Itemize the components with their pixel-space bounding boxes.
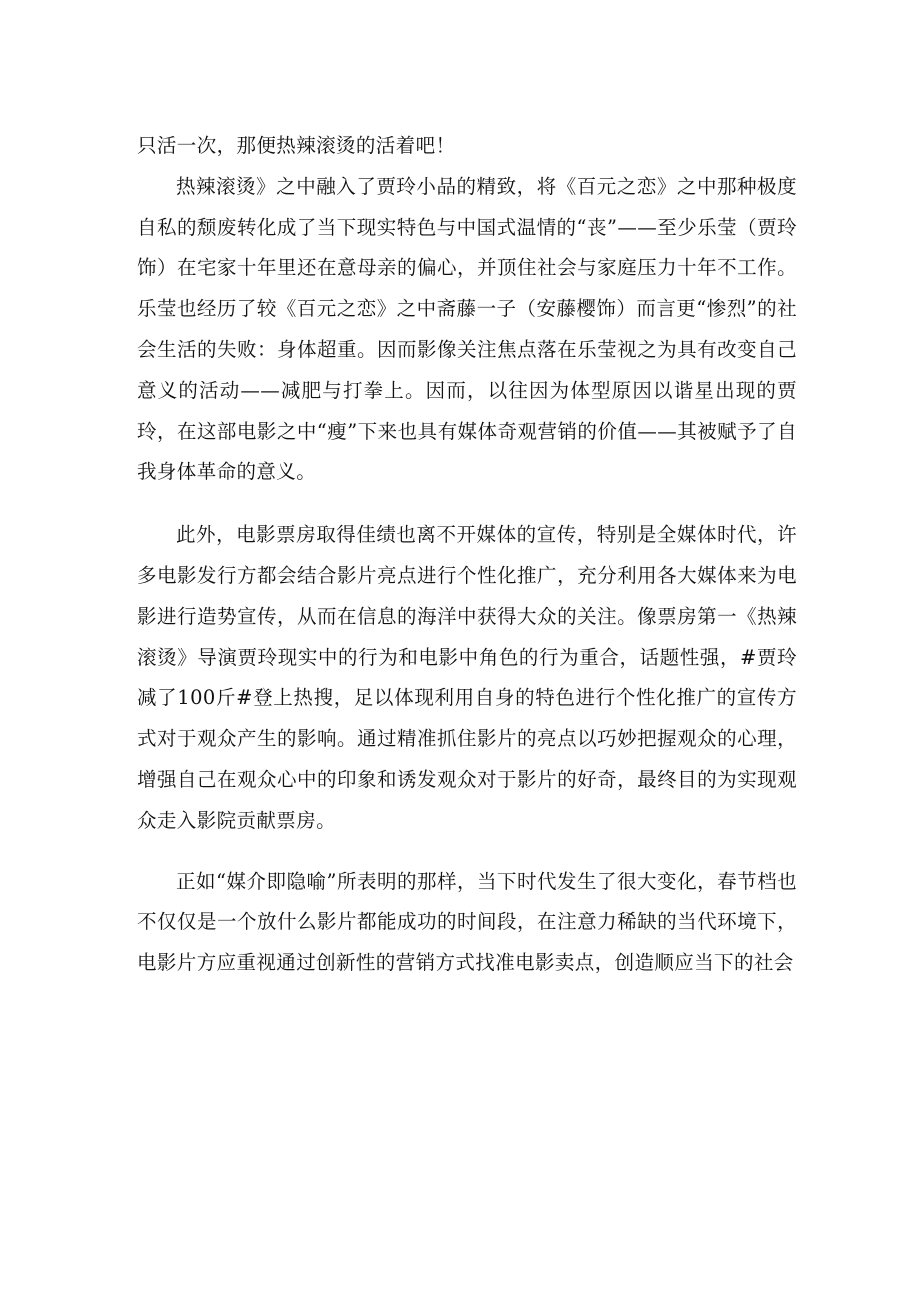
paragraph-4: 正如“媒介即隐喻”所表明的那样，当下时代发生了很大变化，春节档也不仅仅是一个放什么影片都能成功的时间段，在注意力稀缺的当代环境下，电影片方应重视通过创新性的营销方式找准电影卖点，创造顺应当下的社会 [137, 869, 797, 975]
paragraph-3: 此外，电影票房取得佳绩也离不开媒体的宣传，特别是全媒体时代，许多电影发行方都会结合影片亮点进行个性化推广，充分利用各大媒体来为电影进行造势宣传，从而在信息的海洋中获得大众的关注。像票房第一《热辣滚烫》导演贾玲现实中的行为和电影中角色的行为重合，话题性强，#贾玲减了100斤#登上热搜，足以体现利用自身的特色进行个性化推广的宣传方式对于观众产生的影响。通过精准抓住影片的亮点以巧妙把握观众的心理，增强自己在观众心中的印象和诱发观众对于影片的好奇，最终目的为实现观众走入影院贡献票房。 [137, 523, 797, 832]
document-body [137, 126, 797, 984]
paragraph-2: 热辣滚烫》之中融入了贾玲小品的精致，将《百元之恋》之中那种极度自私的颓废转化成了当下现实特色与中国式温情的“丧”——至少乐莹（贾玲饰）在宅家十年里还在意母亲的偏心，并顶住社会与家庭压力十年不工作。乐莹也经历了较《百元之恋》之中斋藤一子（安藤樱饰）而言更“惨烈”的社会生活的失败：身体超重。因而影像关注焦点落在乐莹视之为具有改变自己意义的活动——减肥与打拳上。因而，以往因为体型原因以谐星出现的贾玲，在这部电影之中“瘦”下来也具有媒体奇观营销的价值——其被赋予了自我身体革命的意义。 [137, 174, 797, 484]
paragraph-1: 只活一次，那便热辣滚烫的活着吧！ [137, 134, 456, 157]
